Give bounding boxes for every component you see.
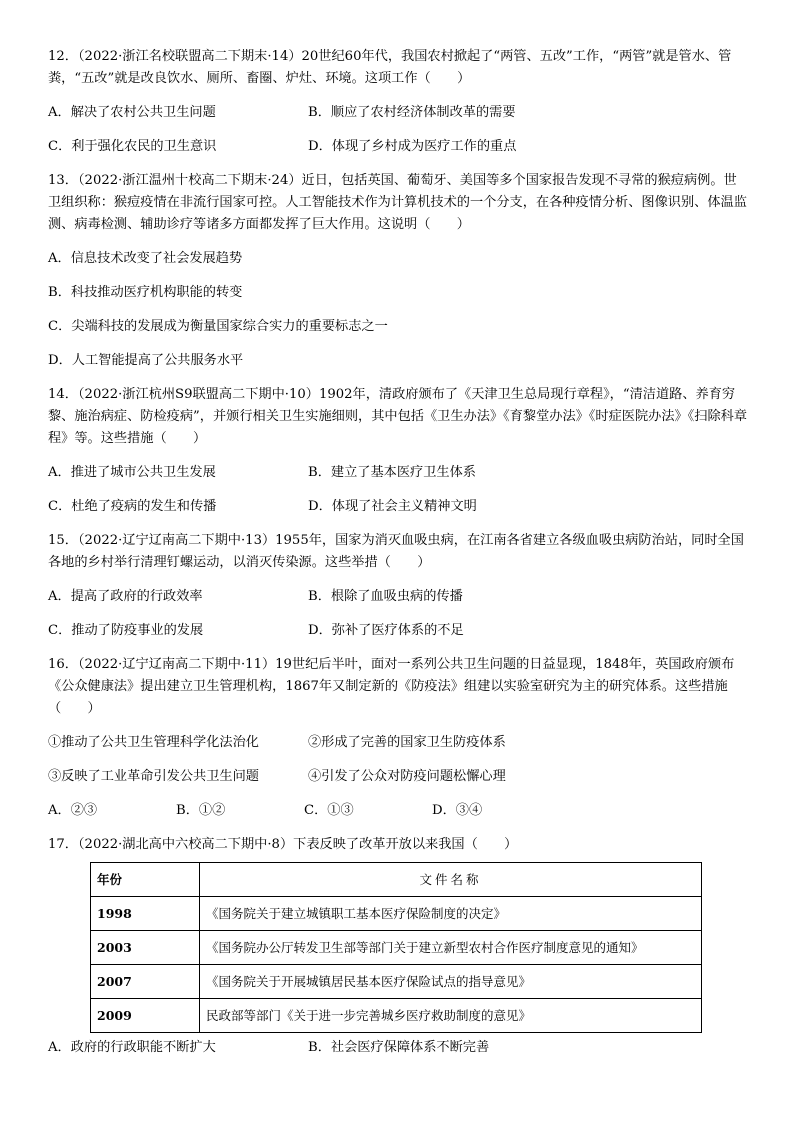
option-a[interactable]: A．提高了政府的行政效率 [48,589,203,604]
option-d[interactable]: D．体现了社会主义精神文明 [308,499,477,514]
option-b[interactable]: B．科技推动医疗机构职能的转变 [48,285,243,300]
question-17 [48,834,748,1059]
options-row [48,496,748,518]
option-d[interactable]: D．体现了乡村成为医疗工作的重点 [308,139,517,154]
option-b[interactable]: B．社会医疗保障体系不断完善 [308,1040,490,1055]
table-row [91,931,702,965]
option-c[interactable]: C．杜绝了疫病的发生和传播 [48,499,217,514]
option-a[interactable]: A．政府的行政职能不断扩大 [48,1040,216,1055]
statement-2: ②形成了完善的国家卫生防疫体系 [308,735,506,750]
question-stem: 15．（2022·辽宁辽南高二下期中·13）1955年，国家为消灭血吸虫病，在江南各省建立各级血吸虫病防治站，同时全国各地的乡村举行清理钉螺运动，以消灭传染源。这些举措（ ） [48,533,744,570]
question-stem: 16．（2022·辽宁辽南高二下期中·11）19世纪后半叶，面对一系列公共卫生问题的日益显现，1848年，英国政府颁布《公众健康法》提出建立卫生管理机构，1867年又制定新的《防疫法》组建以实验室研究为主的研究体系。这些措施（ ） [48,657,735,716]
question-stem: 17．（2022·湖北高中六校高二下期中·8）下表反映了改革开放以来我国（ ） [48,837,518,852]
question-15 [48,530,748,642]
option-b[interactable]: B．根除了血吸虫病的传播 [308,589,463,604]
option-c[interactable]: C．①③ [304,803,354,818]
table-cell-year: 1998 [91,897,200,931]
option-c[interactable]: C．推动了防疫事业的发展 [48,623,204,638]
options-row [48,800,748,822]
table-cell-document: 《国务院关于开展城镇居民基本医疗保险试点的指导意见》 [200,965,702,999]
option-d[interactable]: D．③④ [432,803,483,818]
options-row [48,462,748,484]
option-a[interactable]: A．推进了城市公共卫生发展 [48,465,216,480]
option-d[interactable]: D．人工智能提高了公共服务水平 [48,353,244,368]
question-stem: 12．（2022·浙江名校联盟高二下期末·14）20世纪60年代，我国农村掀起了“两管、五改”工作，“两管”就是管水、管粪，“五改”就是改良饮水、厕所、畜圈、炉灶、环境。这项工作（ ） [48,49,732,86]
document-page [48,46,748,1071]
question-16 [48,654,748,822]
options-row [48,1037,748,1059]
option-a[interactable]: A．解决了农村公共卫生问题 [48,105,216,120]
question-13 [48,170,748,372]
options-column [48,248,748,372]
option-a[interactable]: A．信息技术改变了社会发展趋势 [48,251,243,266]
options-row [48,620,748,642]
options-row [48,136,748,158]
table-cell-year: 2007 [91,965,200,999]
statement-4: ④引发了公众对防疫问题松懈心理 [308,769,506,784]
statements-row [48,732,748,754]
option-b[interactable]: B．建立了基本医疗卫生体系 [308,465,476,480]
question-12 [48,46,748,158]
table-cell-document: 民政部等部门《关于进一步完善城乡医疗救助制度的意见》 [200,999,702,1033]
options-row [48,102,748,124]
question-14 [48,384,748,518]
table-header-document: 文件名称 [200,863,702,897]
table-row [91,999,702,1033]
option-a[interactable]: A．②③ [48,803,98,818]
statement-1: ①推动了公共卫生管理科学化法治化 [48,735,259,750]
table-cell-document: 《国务院关于建立城镇职工基本医疗保险制度的决定》 [200,897,702,931]
table-header-year: 年份 [91,863,200,897]
table-row [91,897,702,931]
option-c[interactable]: C．利于强化农民的卫生意识 [48,139,217,154]
table-cell-year: 2009 [91,999,200,1033]
table-cell-document: 《国务院办公厅转发卫生部等部门关于建立新型农村合作医疗制度意见的通知》 [200,931,702,965]
option-b[interactable]: B．①② [176,803,226,818]
statements-row [48,766,748,788]
table-cell-year: 2003 [91,931,200,965]
option-d[interactable]: D．弥补了医疗体系的不足 [308,623,464,638]
question-stem: 14．（2022·浙江杭州S9联盟高二下期中·10）1902年，清政府颁布了《天津卫生总局现行章程》，“清洁道路、养育穷黎、施治病症、防检疫病”，并颁行相关卫生实施细则，其中包括《卫生办法》《育黎堂办法》《时症医院办法》《扫除科章程》等。这些措施（ ） [48,387,748,446]
policy-table [90,862,702,1033]
options-row [48,586,748,608]
table-header-row [91,863,702,897]
option-b[interactable]: B．顺应了农村经济体制改革的需要 [308,105,516,120]
table-row [91,965,702,999]
statement-3: ③反映了工业革命引发公共卫生问题 [48,769,259,784]
option-c[interactable]: C．尖端科技的发展成为衡量国家综合实力的重要标志之一 [48,319,388,334]
question-stem: 13．（2022·浙江温州十校高二下期末·24）近日，包括英国、葡萄牙、美国等多个国家报告发现不寻常的猴痘病例。世卫组织称：猴痘疫情在非流行国家可控。人工智能技术作为计算机技术的一个分支，在各种疫情分析、图像识别、体温监测、病毒检测、辅助诊疗等诸多方面都发挥了巨大作用。这说明（ ） [48,173,747,232]
